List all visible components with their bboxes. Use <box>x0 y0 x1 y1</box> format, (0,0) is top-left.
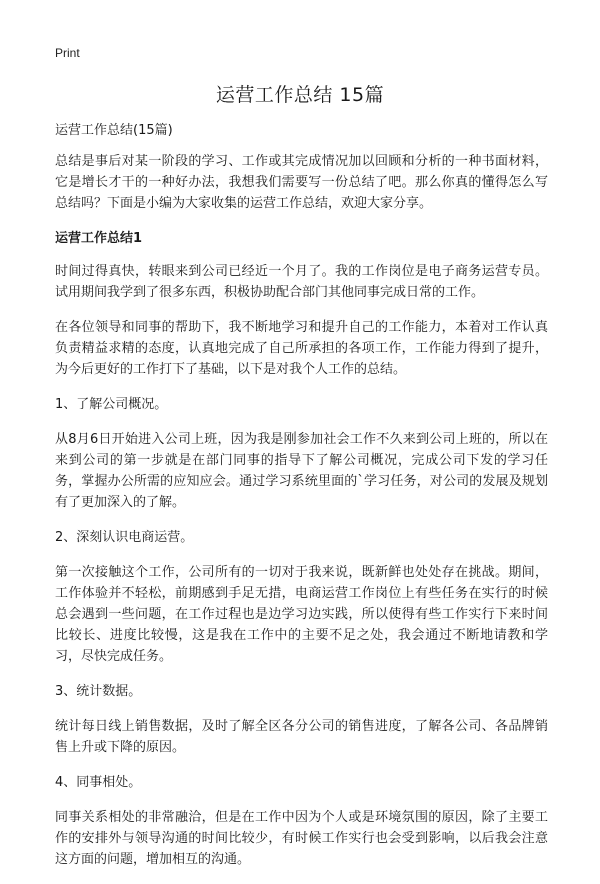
intro-paragraph: 总结是事后对某一阶段的学习、工作或其完成情况加以回顾和分析的一种书面材料，它是增长才干的一种好办法，我想我们需要写一份总结了吧。那么你真的懂得怎么写总结吗？下面是小编为大家收集的运营工作总结，欢迎大家分享。 <box>55 154 548 211</box>
document-subtitle: 运营工作总结(15篇) <box>55 123 173 138</box>
paragraph: 从8月6日开始进入公司上班，因为我是刚参加社会工作不久来到公司上班的，所以在来到公司的第一步就是在部门同事的指导下了解公司概况，完成公司下发的学习任务，掌握办公所需的应知应会。通过学习系统里面的`学习任务，对公司的发展及规划有了更加深入的了解。 <box>55 432 548 510</box>
paragraph: 同事关系相处的非常融洽，但是在工作中因为个人或是环境氛围的原因，除了主要工作的安排外与领导沟通的时间比较少，有时候工作实行也会受到影响，以后我会注意这方面的问题，增加相互的沟通。 <box>55 810 548 867</box>
section-heading: 运营工作总结1 <box>55 231 143 246</box>
document-body <box>55 120 548 884</box>
paragraph: 统计每日线上销售数据，及时了解全区各分公司的销售进度，了解各公司、各品牌销售上升或下降的原因。 <box>55 719 548 755</box>
paragraph: 时间过得真快，转眼来到公司已经近一个月了。我的工作岗位是电子商务运营专员。试用期间我学到了很多东西，积极协助配合部门其他同事完成日常的工作。 <box>55 264 548 300</box>
print-link[interactable]: Print <box>55 46 80 60</box>
list-heading: 2、深刻认识电商运营。 <box>55 530 194 545</box>
paragraph: 在各位领导和同事的帮助下，我不断地学习和提升自己的工作能力，本着对工作认真负责精益求精的态度，认真地完成了自己所承担的各项工作，工作能力得到了提升，为今后更好的工作打下了基础，以下是对我个人工作的总结。 <box>55 320 548 377</box>
paragraph: 第一次接触这个工作，公司所有的一切对于我来说，既新鲜也处处存在挑战。期间，工作体验并不轻松，前期感到手足无措，电商运营工作岗位上有些任务在实行的时候总会遇到一些问题，在工作过程也是边学习边实践，所以使得有些工作实行下来时间比较长、进度比较慢，这是我在工作中的主要不足之处，我会通过不断地请教和学习，尽快完成任务。 <box>55 565 548 664</box>
list-heading: 1、了解公司概况。 <box>55 397 168 412</box>
list-heading: 4、同事相处。 <box>55 775 142 790</box>
list-heading: 3、统计数据。 <box>55 684 142 699</box>
page-title: 运营工作总结 15篇 <box>215 84 385 106</box>
